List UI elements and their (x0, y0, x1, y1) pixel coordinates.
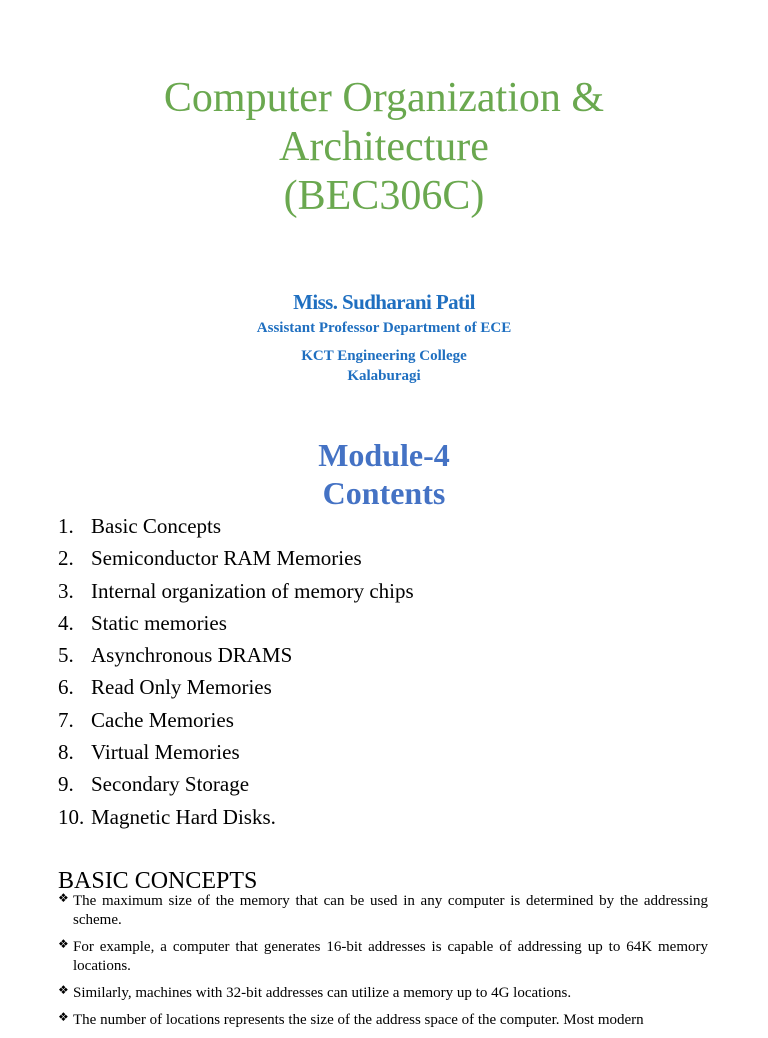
list-item-number: 2. (58, 546, 74, 571)
list-item-text: Asynchronous DRAMS (91, 643, 293, 668)
list-item (58, 938, 708, 976)
diamond-bullet-icon: ❖ (58, 891, 69, 905)
contents-title: Contents (322, 475, 446, 511)
list-item (58, 607, 414, 639)
bullet-text: Similarly, machines with 32-bit addresses can utilize a memory up to 4G locations. (73, 985, 572, 1001)
list-item (58, 984, 708, 1003)
list-item (58, 704, 414, 736)
course-code: (BEC306C) (283, 173, 485, 219)
author-city: Kalaburagi (347, 368, 421, 384)
list-item-text: Magnetic Hard Disks. (91, 804, 276, 829)
list-item-number: 9. (58, 772, 74, 797)
list-item-text: Internal organization of memory chips (91, 578, 414, 603)
contents-list (58, 510, 414, 833)
title-line: Computer Organization & (163, 75, 605, 121)
list-item (58, 671, 414, 703)
bullet-text: For example, a computer that generates 16-bit addresses is capable of addressing up to 64K memory locations. (73, 939, 708, 974)
author-role: Assistant Professor Department of ECE (256, 320, 512, 336)
list-item-number: 7. (58, 707, 74, 732)
diamond-bullet-icon: ❖ (58, 1010, 69, 1024)
diamond-bullet-icon: ❖ (58, 983, 69, 997)
bullet-list (58, 892, 708, 1038)
list-item (58, 892, 708, 930)
list-item-text: Basic Concepts (91, 514, 222, 538)
list-item-number: 10. (58, 804, 85, 829)
list-item (58, 736, 414, 768)
document-title (0, 74, 768, 221)
list-item-number: 5. (58, 643, 74, 668)
list-item-text: Secondary Storage (91, 772, 250, 797)
list-item-text: Static memories (91, 610, 227, 635)
section-heading: BASIC CONCEPTS (58, 868, 258, 894)
list-item-text: Cache Memories (91, 707, 234, 732)
author-name: Miss. Sudharani Patil (293, 290, 475, 314)
list-item (58, 510, 414, 542)
module-heading (0, 436, 768, 512)
module-title: Module-4 (318, 437, 450, 473)
bullet-text: The number of locations represents the size of the address space of the computer. Most modern (73, 1012, 644, 1028)
list-item-number: 4. (58, 610, 74, 635)
list-item (58, 639, 414, 671)
list-item-number: 6. (58, 675, 74, 700)
list-item-number: 3. (58, 578, 74, 603)
list-item-number: 1. (58, 514, 74, 538)
list-item (58, 801, 414, 833)
list-item-text: Semiconductor RAM Memories (91, 546, 362, 571)
author-block (0, 290, 768, 386)
title-line: Architecture (279, 124, 489, 170)
list-item (58, 575, 414, 607)
list-item (58, 768, 414, 800)
author-college: KCT Engineering College (301, 348, 467, 364)
list-item (58, 1011, 708, 1030)
diamond-bullet-icon: ❖ (58, 937, 69, 951)
list-item-number: 8. (58, 740, 74, 765)
bullet-text: The maximum size of the memory that can be used in any computer is determined by the addressing scheme. (73, 893, 708, 928)
list-item (58, 542, 414, 574)
list-item-text: Virtual Memories (91, 740, 240, 765)
list-item-text: Read Only Memories (91, 675, 272, 700)
